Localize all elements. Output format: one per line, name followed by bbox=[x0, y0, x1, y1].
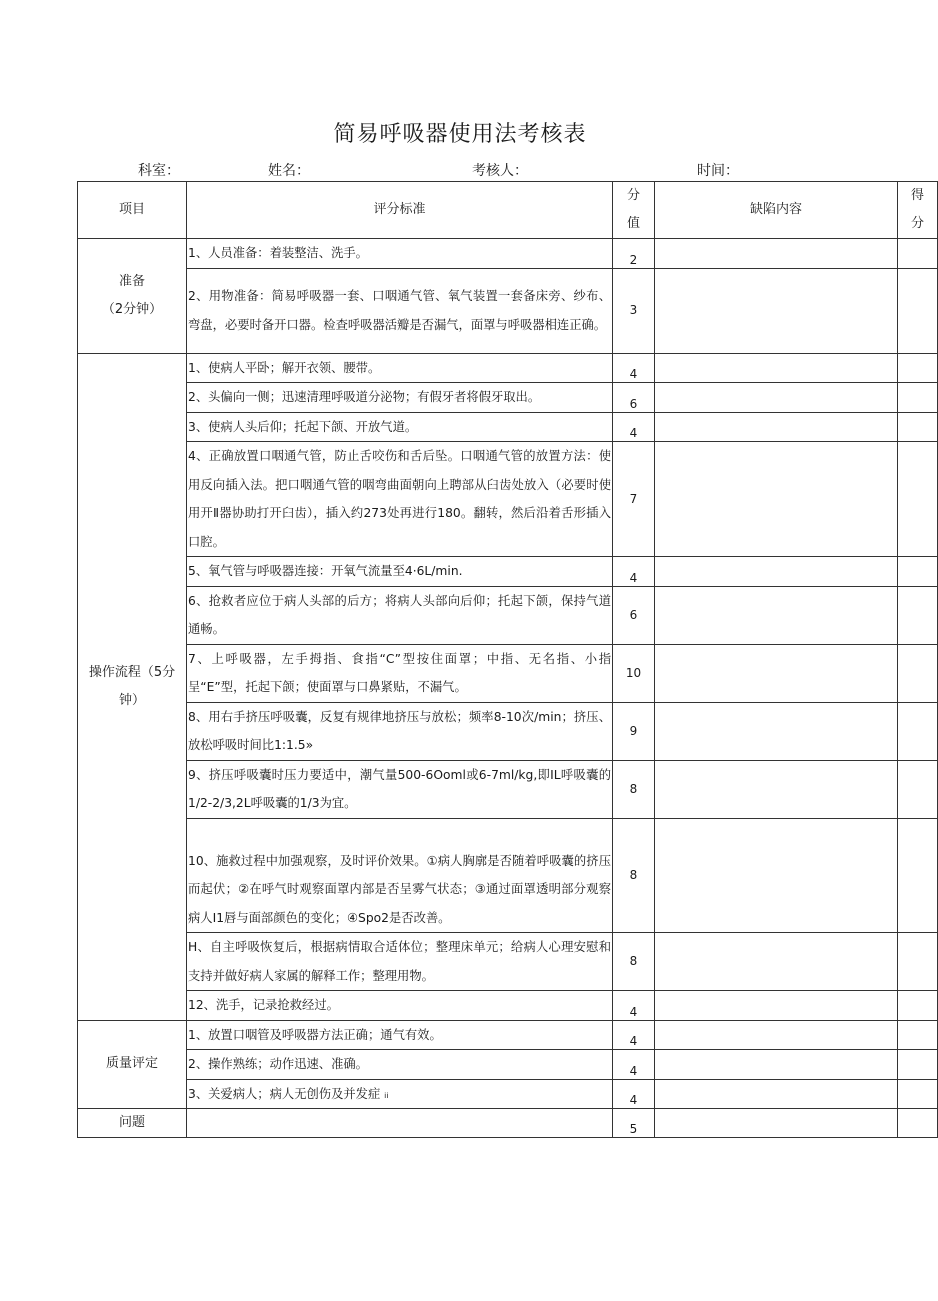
score-cell: 6 bbox=[613, 383, 655, 413]
criteria-text: 6、抢救者应位于病人头部的后方；将病人头部向后仰；托起下颌，保持气道通畅。 bbox=[188, 593, 611, 636]
got-score-cell[interactable] bbox=[898, 239, 938, 269]
score-cell: 4 bbox=[613, 412, 655, 442]
header-item: 项目 bbox=[78, 182, 187, 239]
header-got-line2: 分 bbox=[910, 216, 924, 231]
table-row bbox=[78, 1079, 938, 1109]
got-score-cell[interactable] bbox=[898, 586, 938, 644]
defect-cell[interactable] bbox=[655, 586, 898, 644]
got-score-cell[interactable] bbox=[898, 702, 938, 760]
criteria-cell bbox=[187, 702, 613, 760]
criteria-text: H、自主呼吸恢复后，根据病情取合适体位；整理床单元；给病人心理安慰和支持并做好病人家属的解释工作；整理用物。 bbox=[188, 940, 611, 983]
criteria-text: 1、使病人平卧；解开衣领、腰带。 bbox=[188, 360, 381, 375]
score-cell: 9 bbox=[613, 702, 655, 760]
got-score-cell[interactable] bbox=[898, 644, 938, 702]
header-defects: 缺陷内容 bbox=[655, 182, 898, 239]
dept-label: 科室： bbox=[138, 163, 180, 179]
score-cell: 10 bbox=[613, 644, 655, 702]
defect-cell[interactable] bbox=[655, 1050, 898, 1080]
criteria-cell bbox=[187, 933, 613, 991]
criteria-cell bbox=[187, 1109, 613, 1138]
table-row bbox=[78, 239, 938, 269]
criteria-cell bbox=[187, 644, 613, 702]
got-score-cell[interactable] bbox=[898, 1020, 938, 1050]
defect-cell[interactable] bbox=[655, 557, 898, 587]
score-cell: 3 bbox=[613, 268, 655, 353]
got-score-cell[interactable] bbox=[898, 1109, 938, 1138]
criteria-text: 12、洗手，记录抢救经过。 bbox=[188, 998, 339, 1012]
table-row bbox=[78, 933, 938, 991]
header-score bbox=[613, 182, 655, 239]
header-row bbox=[78, 182, 938, 239]
criteria-cell bbox=[187, 1050, 613, 1080]
name-label: 姓名： bbox=[268, 163, 310, 179]
criteria-text: 10、施救过程中加强观察，及时评价效果。①病人胸廓是否随着呼吸囊的挤压而起伏；②在呼气时观察面罩内部是否呈雾气状态；③通过面罩透明部分观察病人I1唇与面部颜色的变化；④Spo2是否改善。 bbox=[188, 853, 611, 925]
criteria-text: 2、头偏向一侧；迅速清理呼吸道分泌物；有假牙者将假牙取出。 bbox=[188, 390, 541, 404]
section-label bbox=[78, 1109, 187, 1138]
score-cell: 4 bbox=[613, 353, 655, 383]
criteria-cell bbox=[187, 818, 613, 933]
defect-cell[interactable] bbox=[655, 1109, 898, 1138]
defect-cell[interactable] bbox=[655, 933, 898, 991]
table-row bbox=[78, 268, 938, 353]
assessment-table bbox=[77, 181, 938, 1138]
score-cell: 4 bbox=[613, 991, 655, 1021]
defect-cell[interactable] bbox=[655, 239, 898, 269]
criteria-cell bbox=[187, 1020, 613, 1050]
table-row bbox=[78, 818, 938, 933]
defect-cell[interactable] bbox=[655, 353, 898, 383]
score-cell: 8 bbox=[613, 818, 655, 933]
criteria-cell bbox=[187, 557, 613, 587]
got-score-cell[interactable] bbox=[898, 1079, 938, 1109]
table-row bbox=[78, 353, 938, 383]
criteria-text: 3、关爱病人；病人无创伤及并发症 ᵢᵢ bbox=[188, 1086, 389, 1101]
form-meta bbox=[0, 160, 920, 182]
criteria-cell bbox=[187, 586, 613, 644]
header-score-line1: 分 bbox=[626, 188, 640, 203]
table-row bbox=[78, 991, 938, 1021]
criteria-text: 1、人员准备：着装整洁、洗手。 bbox=[188, 246, 368, 260]
section-label-line2: （2分钟） bbox=[101, 301, 163, 317]
got-score-cell[interactable] bbox=[898, 557, 938, 587]
got-score-cell[interactable] bbox=[898, 991, 938, 1021]
criteria-cell bbox=[187, 268, 613, 353]
criteria-text: 9、挤压呼吸囊时压力要适中，潮气量500-6Ooml或6-7ml∕kg,即IL呼吸囊的1/2-2/3,2L呼吸囊的1/3为宜。 bbox=[188, 767, 611, 810]
criteria-text: 7、上呼吸器，左手拇指、食指“C”型按住面罩；中指、无名指、小指呈“E”型，托起下颌；使面罩与口鼻紧贴，不漏气。 bbox=[188, 651, 611, 694]
defect-cell[interactable] bbox=[655, 1079, 898, 1109]
defect-cell[interactable] bbox=[655, 991, 898, 1021]
table-row bbox=[78, 702, 938, 760]
defect-cell[interactable] bbox=[655, 383, 898, 413]
defect-cell[interactable] bbox=[655, 1020, 898, 1050]
got-score-cell[interactable] bbox=[898, 268, 938, 353]
criteria-cell bbox=[187, 353, 613, 383]
score-cell: 4 bbox=[613, 1079, 655, 1109]
got-score-cell[interactable] bbox=[898, 818, 938, 933]
got-score-cell[interactable] bbox=[898, 760, 938, 818]
criteria-text: 2、用物准备：简易呼吸器一套、口咽通气管、氧气装置一套备床旁、纱布、弯盘，必要时备开口器。检查呼吸器活瓣是否漏气，面罩与呼吸器相连正确。 bbox=[188, 289, 611, 332]
defect-cell[interactable] bbox=[655, 702, 898, 760]
section-label-line1: 操作流程（5分 bbox=[88, 664, 176, 680]
criteria-text: 5、氧气管与呼吸器连接：开氧气流量至4·6L∕min. bbox=[188, 564, 463, 578]
score-cell: 4 bbox=[613, 1050, 655, 1080]
section-label bbox=[78, 1020, 187, 1109]
spacer bbox=[188, 819, 611, 847]
score-cell: 4 bbox=[613, 557, 655, 587]
got-score-cell[interactable] bbox=[898, 412, 938, 442]
defect-cell[interactable] bbox=[655, 268, 898, 353]
defect-cell[interactable] bbox=[655, 442, 898, 557]
table-row bbox=[78, 412, 938, 442]
got-score-cell[interactable] bbox=[898, 353, 938, 383]
criteria-text: 2、操作熟练；动作迅速、准确。 bbox=[188, 1057, 368, 1071]
criteria-text: 4、正确放置口咽通气管，防止舌咬伤和舌后坠。口咽通气管的放置方法：使用反向插入法。把口咽通气管的咽弯曲面朝向上聘部从臼齿处放入（必要时使用开Ⅱ器协助打开臼齿），插入约273处再进行180。翻转，然后沿着舌形插入口腔。 bbox=[188, 449, 611, 549]
criteria-cell bbox=[187, 412, 613, 442]
score-cell: 8 bbox=[613, 933, 655, 991]
table-row bbox=[78, 1020, 938, 1050]
header-score-line2: 值 bbox=[626, 216, 640, 231]
criteria-text: 1、放置口咽管及呼吸器方法正确；通气有效。 bbox=[188, 1027, 442, 1042]
table-row bbox=[78, 383, 938, 413]
table-row bbox=[78, 644, 938, 702]
table-row bbox=[78, 586, 938, 644]
defect-cell[interactable] bbox=[655, 412, 898, 442]
defect-cell[interactable] bbox=[655, 760, 898, 818]
criteria-text: 3、使病人头后仰；托起下颌、开放气道。 bbox=[188, 419, 418, 434]
criteria-cell bbox=[187, 239, 613, 269]
table-row bbox=[78, 1050, 938, 1080]
criteria-cell bbox=[187, 383, 613, 413]
got-score-cell[interactable] bbox=[898, 383, 938, 413]
score-cell: 7 bbox=[613, 442, 655, 557]
time-label: 时间： bbox=[697, 163, 739, 179]
score-cell: 6 bbox=[613, 586, 655, 644]
score-cell: 4 bbox=[613, 1020, 655, 1050]
page-title: 简易呼吸器使用法考核表 bbox=[333, 122, 587, 147]
table-row bbox=[78, 557, 938, 587]
score-cell: 2 bbox=[613, 239, 655, 269]
examiner-label: 考核人： bbox=[472, 163, 528, 179]
table-row bbox=[78, 442, 938, 557]
defect-cell[interactable] bbox=[655, 644, 898, 702]
score-cell: 8 bbox=[613, 760, 655, 818]
table-row bbox=[78, 760, 938, 818]
got-score-cell[interactable] bbox=[898, 933, 938, 991]
score-cell: 5 bbox=[613, 1109, 655, 1138]
section-label-line1: 问题 bbox=[118, 1115, 145, 1130]
header-got-line1: 得 bbox=[910, 188, 924, 203]
criteria-cell bbox=[187, 442, 613, 557]
section-label-line1: 准备 bbox=[118, 273, 145, 289]
table-row bbox=[78, 1109, 938, 1138]
criteria-cell bbox=[187, 760, 613, 818]
header-criteria: 评分标准 bbox=[187, 182, 613, 239]
section-label bbox=[78, 239, 187, 354]
criteria-cell bbox=[187, 991, 613, 1021]
got-score-cell[interactable] bbox=[898, 1050, 938, 1080]
section-label-line2: 钟） bbox=[118, 692, 145, 708]
got-score-cell[interactable] bbox=[898, 442, 938, 557]
header-got bbox=[898, 182, 938, 239]
section-label bbox=[78, 353, 187, 1020]
criteria-text: 8、用右手挤压呼吸囊，反复有规律地挤压与放松；频率8-10次/min；挤压、放松呼吸时间比1:1.5» bbox=[188, 709, 611, 752]
criteria-cell bbox=[187, 1079, 613, 1109]
defect-cell[interactable] bbox=[655, 818, 898, 933]
section-label-line1: 质量评定 bbox=[105, 1056, 158, 1072]
